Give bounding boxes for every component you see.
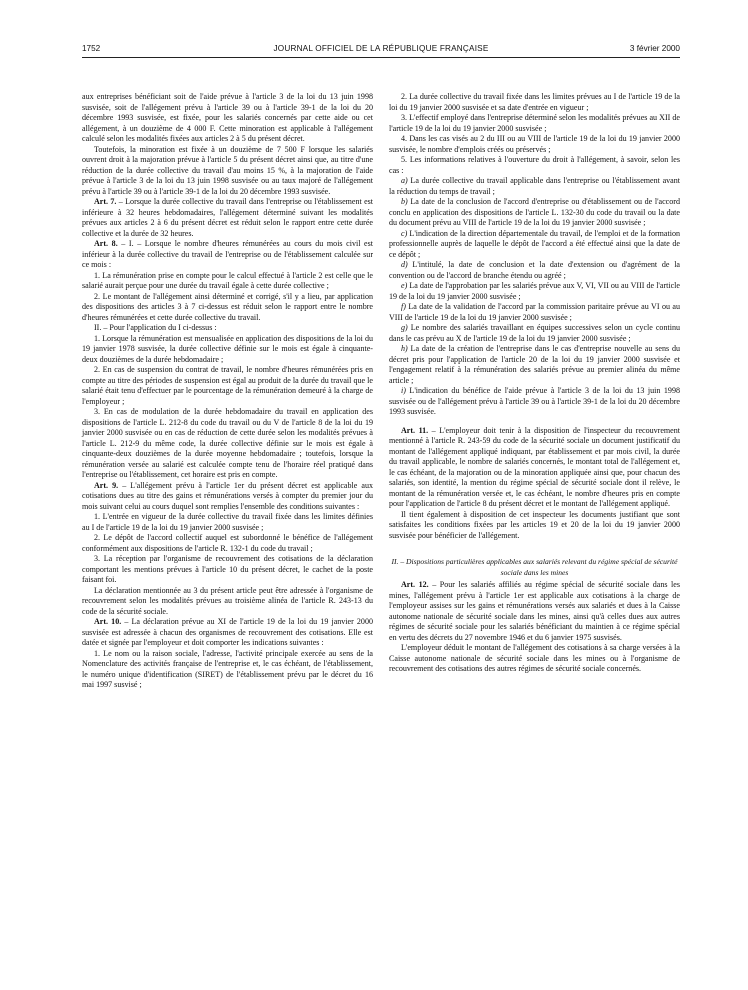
paragraph-text: – L'employeur doit tenir à la disposition de l'inspecteur du recouvrement mentionné à l'article R. 243-59 du code de la sécurité sociale un document justificatif du montant de l'allégement appliqué indiquant, par établissement et par mois civil, la durée du travail applicable, le nombre de salariés concernés, le montant total de l'allégement et, le cas échéant, de la majoration ou de la minoration appliquée ainsi que, pour chacun des salariés, son identité, la mention du régime spécial de sécurité sociale dont il relève, le montant de la rémunération versée et, le cas échéant, le nombre d'heures pris en compte pour l'application de l'article 8 du présent décret et le montant de l'allégement appliqué. (389, 425, 680, 508)
article-paragraph (82, 617, 373, 649)
paragraph (389, 510, 680, 542)
paragraph (389, 323, 680, 344)
paragraph (389, 229, 680, 261)
paragraph-text: 4. Dans les cas visés au 2 du III ou au VIII de l'article 19 de la loi du 19 janvier 2000 susvisée, le nombre d'emplois créés ou préservés ; (389, 134, 680, 154)
paragraph-text: 1. Le nom ou la raison sociale, l'adresse, l'activité principale exercée au sens de la Nomenclature des activités française de l'entreprise et, le cas échéant, de l'établissement, le numéro unique d'identification (SIRET) de l'établissement prévu par le décret du 16 mai 1997 susvisé ; (82, 648, 373, 689)
paragraph-text: 1. La rémunération prise en compte pour le calcul effectué à l'article 2 est celle que le salarié aurait perçue pour une durée du travail égale à cette durée collective ; (82, 270, 373, 290)
right-column (389, 92, 680, 675)
paragraph-text: 2. En cas de suspension du contrat de travail, le nombre d'heures rémunérées pris en compte au titre des périodes de suspension est égal au produit de la durée du travail que le salarié était tenu d'effectuer par le pourcentage de la rémunération demeuré à la charge de l'employeur ; (82, 365, 373, 406)
paragraph-text: 2. Le dépôt de l'accord collectif auquel est subordonné le bénéfice de l'allégement conformément aux dispositions de l'article R. 132-1 du code du travail ; (82, 533, 373, 553)
paragraph (389, 281, 680, 302)
paragraph (82, 649, 373, 691)
paragraph-text: – L'allégement prévu à l'article 1er du présent décret est applicable aux cotisations dues au titre des gains et rémunérations versés à compter du premier jour du mois suivant celui au cours duquel sont remplies l'ensemble des conditions suivantes : (82, 480, 374, 511)
article-paragraph (82, 197, 373, 239)
paragraph-text: II. – Pour l'application du I ci-dessus : (94, 323, 217, 332)
paragraph-gap (389, 418, 680, 426)
article-number: Art. 10. (94, 617, 122, 626)
paragraph (82, 271, 373, 292)
paragraph-text: La date de l'approbation par les salariés prévue aux V, VI, VII ou au VIII de l'article 19 de la loi du 19 janvier 2000 susvisée ; (389, 281, 680, 301)
paragraph-text: 1. Lorsque la rémunération est mensualisée en application des dispositions de la loi du 19 janvier 1978 susvisée, la durée collective définie sur le mois est égale à cinquante-deux douzièmes de la durée hebdomadaire ; (82, 333, 373, 364)
paragraph-text: – I. – Lorsque le nombre d'heures rémunérées au cours du mois civil est inférieur à la durée collective du travail de l'entreprise ou de l'établissement calculée sur ce mois : (82, 239, 373, 269)
paragraph-text: La date de la validation de l'accord par la commission paritaire prévue au VI ou au VIII de l'article 19 de la loi du 19 janvier 2000 susvisée ; (389, 302, 680, 322)
section-heading-text: II. – Dispositions particulières applicables aux salariés relevant du régime spécial de sécurité sociale dans les mines (391, 557, 678, 577)
article-paragraph (389, 580, 680, 643)
item-label: f) (401, 302, 406, 311)
paragraph-text: 5. Les informations relatives à l'ouverture du droit à l'allégement, à savoir, selon les cas : (389, 155, 680, 175)
paragraph (389, 113, 680, 134)
paragraph (82, 554, 373, 586)
item-label: a) (401, 176, 408, 185)
paragraph (389, 197, 680, 229)
paragraph (389, 344, 680, 386)
paragraph (82, 407, 373, 481)
paragraph-text: 2. La durée collective du travail fixée dans les limites prévues au I de l'article 19 de la loi du 19 janvier 2000 susvisée et sa date d'entrée en vigueur ; (389, 92, 680, 112)
paragraph (82, 145, 373, 198)
left-column (82, 92, 373, 691)
paragraph (82, 292, 373, 324)
paragraph-text: 2. Le montant de l'allégement ainsi déterminé et corrigé, s'il y a lieu, par application des dispositions des articles 3 à 7 ci-dessus est réduit selon le rapport entre le nombre d'heures rémunérées et cette durée collective du travail. (82, 291, 373, 322)
paragraph (82, 334, 373, 366)
paragraph-text: Le nombre des salariés travaillant en équipes successives selon un cycle continu dans le cas prévu au X de l'article 19 de la loi du 19 janvier 2000 susvisée ; (389, 323, 680, 343)
paragraph-text: Toutefois, la minoration est fixée à un douzième de 7 500 F lorsque les salariés ouvrent droit à la majoration prévue à l'article 5 du présent décret ainsi que, au titre d'une réduction de la durée collective du travail d'au moins 15 %, à la majoration de l'aide prévue à l'article 3 de la loi du 13 juin 1998 susvisée ou au taux majoré de l'allégement prévu à l'article 39 ou à l'article 39-1 de la loi du 20 décembre 1993 susvisée. (82, 144, 373, 196)
paragraph-text: L'indication du bénéfice de l'aide prévue à l'article 3 de la loi du 13 juin 1998 susvisée ou de l'allégement prévu à l'article 39 ou à l'article 39-1 de la loi du 20 décembre 1993 susvisée. (389, 386, 680, 416)
item-label: d) (401, 260, 408, 269)
paragraph (389, 302, 680, 323)
paragraph (389, 643, 680, 675)
paragraph (82, 586, 373, 618)
paragraph (82, 533, 373, 554)
paragraph (389, 176, 680, 197)
paragraph-text: La déclaration mentionnée au 3 du présent article peut être adressée à l'organisme de recouvrement selon les modalités prévues au troisième alinéa de l'article R. 243-13 du code de la sécurité sociale. (82, 585, 373, 616)
item-label: e) (401, 281, 408, 290)
paragraph-text: aux entreprises bénéficiant soit de l'aide prévue à l'article 3 de la loi du 13 juin 1998 susvisée, soit de l'allégement prévu à l'article 39 ou à l'article 39-1 de la loi du 20 décembre 1993 susvisée, est fixée, pour les salariés concernés par cette aide ou cet allégement, à un douzième de 4 000 F. Cette minoration est applicable à l'allégement calculé selon les modalités fixées aux articles 2 à 5 du présent décret. (82, 92, 373, 143)
paragraph-text: L'employeur déduit le montant de l'allégement des cotisations à sa charge versées à la Caisse autonome nationale de sécurité sociale dans les mines ou à l'organisme de recouvrement des cotisations des autres régimes de sécurité sociale concernés. (389, 643, 680, 673)
paragraph-text: Il tient également à disposition de cet inspecteur les documents justifiant que sont satisfaites les conditions fixées par les articles 19 et 20 de la loi du 19 janvier 2000 susvisée pour bénéficier de l'allégement. (389, 509, 680, 540)
page-header (82, 44, 680, 58)
paragraph-text: L'indication de la direction départementale du travail, de l'emploi et de la formation professionnelle auprès de laquelle le dépôt de l'accord a été effectué ainsi que la date de ce dépôt ; (389, 228, 680, 259)
paragraph (389, 134, 680, 155)
paragraph-text: La date de la création de l'entreprise dans le cas d'entreprise nouvelle au sens du décret pris pour l'application de l'article 20 de la loi du 19 janvier 2000 susvisée et l'engagement relatif à la rémunération des salariés prévue au premier alinéa du même article ; (389, 344, 680, 385)
paragraph (82, 323, 373, 334)
paragraph-text: 3. La réception par l'organisme de recouvrement des cotisations de la déclaration comportant les mentions prévues à l'article 10 du présent décret, le cachet de la poste faisant foi. (82, 554, 373, 584)
journal-title: JOURNAL OFFICIEL DE LA RÉPUBLIQUE FRANÇAISE (273, 44, 489, 53)
section-heading (389, 557, 680, 578)
paragraph (389, 386, 680, 418)
article-number: Art. 9. (94, 480, 119, 490)
paragraph (82, 92, 373, 145)
item-label: b) (401, 197, 408, 206)
paragraph (389, 260, 680, 281)
paragraph-text: – La déclaration prévue au XI de l'article 19 de la loi du 19 janvier 2000 susvisée est adressée à chacun des organismes de recouvrement des cotisations. Elle est datée et signée par l'employeur et doit comporter les indications suivantes : (82, 617, 373, 647)
paragraph (389, 155, 680, 176)
article-paragraph (82, 481, 373, 513)
issue-date: 3 février 2000 (629, 44, 680, 53)
paragraph-text: L'intitulé, la date de conclusion et la date d'extension ou d'agrément de la convention ou de l'accord de branche étendu ou agréé ; (389, 260, 680, 280)
paragraph (82, 365, 373, 407)
paragraph-text: 3. L'effectif employé dans l'entreprise déterminé selon les modalités prévues au XII de l'article 19 de la loi du 19 janvier 2000 susvisée ; (389, 113, 680, 133)
article-number: Art. 12. (401, 580, 429, 589)
paragraph-text: La durée collective du travail applicable dans l'entreprise ou l'établissement avant la réduction du temps de travail ; (389, 176, 680, 196)
item-label: g) (401, 323, 408, 332)
paragraph-text: – Lorsque la durée collective du travail dans l'entreprise ou l'établissement est inférieure à 32 heures hebdomadaires, l'allégement déterminé suivant les modalités prévues aux articles 2 à 6 du présent décret est réduit selon le rapport entre cette durée collective et la durée de 32 heures. (82, 197, 374, 238)
article-paragraph (82, 239, 373, 271)
item-label: h) (401, 344, 408, 353)
paragraph-text: 1. L'entrée en vigueur de la durée collective du travail fixée dans les limites définies au I de l'article 19 de la loi du 19 janvier 2000 susvisée ; (82, 512, 373, 532)
paragraph (82, 512, 373, 533)
article-number: Art. 8. (94, 239, 118, 248)
paragraph-text: – Pour les salariés affiliés au régime spécial de sécurité sociale dans les mines, l'allégement prévu à l'article 1er est applicable aux cotisations à la charge de l'employeur assises sur les gains et rémunérations versés aux salariés et dues à la Caisse autonome nationale de sécurité sociale dans les mines, ainsi qu'à celles dues aux autres régimes de sécurité sociale pour les salariés bénéficiant du maintien à ce régime spécial en vertu des décrets du 27 novembre 1946 et du 6 janvier 1975 susvisés. (389, 580, 680, 642)
article-number: Art. 7. (94, 197, 117, 206)
header-rule (82, 57, 680, 58)
paragraph (389, 92, 680, 113)
article-paragraph (389, 426, 680, 510)
item-label: c) (401, 228, 408, 238)
paragraph-text: La date de la conclusion de l'accord d'entreprise ou d'établissement ou de l'accord conclu en application des dispositions de l'article L. 132-30 du code du travail ou la date du document prévu au VIII de l'article 19 de la loi du 19 janvier 2000 susvisée ; (389, 197, 680, 227)
page-number: 1752 (82, 44, 101, 53)
article-number: Art. 11. (401, 425, 429, 435)
paragraph-text: 3. En cas de modulation de la durée hebdomadaire du travail en application des dispositions de l'article L. 212-8 du code du travail ou du V de l'article 8 de la loi du 19 janvier 2000 susvisée ou en cas de réduction de cette durée selon les modalités prévues à l'article L. 212-9 du même code, la durée collective définie sur le mois est égale à cinquante-deux douzièmes de la durée moyenne hebdomadaire ; toutefois, lorsque la rémunération versée au salarié est calculée compte tenu de l'horaire réel pratiqué dans l'entreprise ou l'établissement, cet horaire est pris en compte. (82, 407, 373, 479)
item-label: i) (401, 386, 406, 395)
